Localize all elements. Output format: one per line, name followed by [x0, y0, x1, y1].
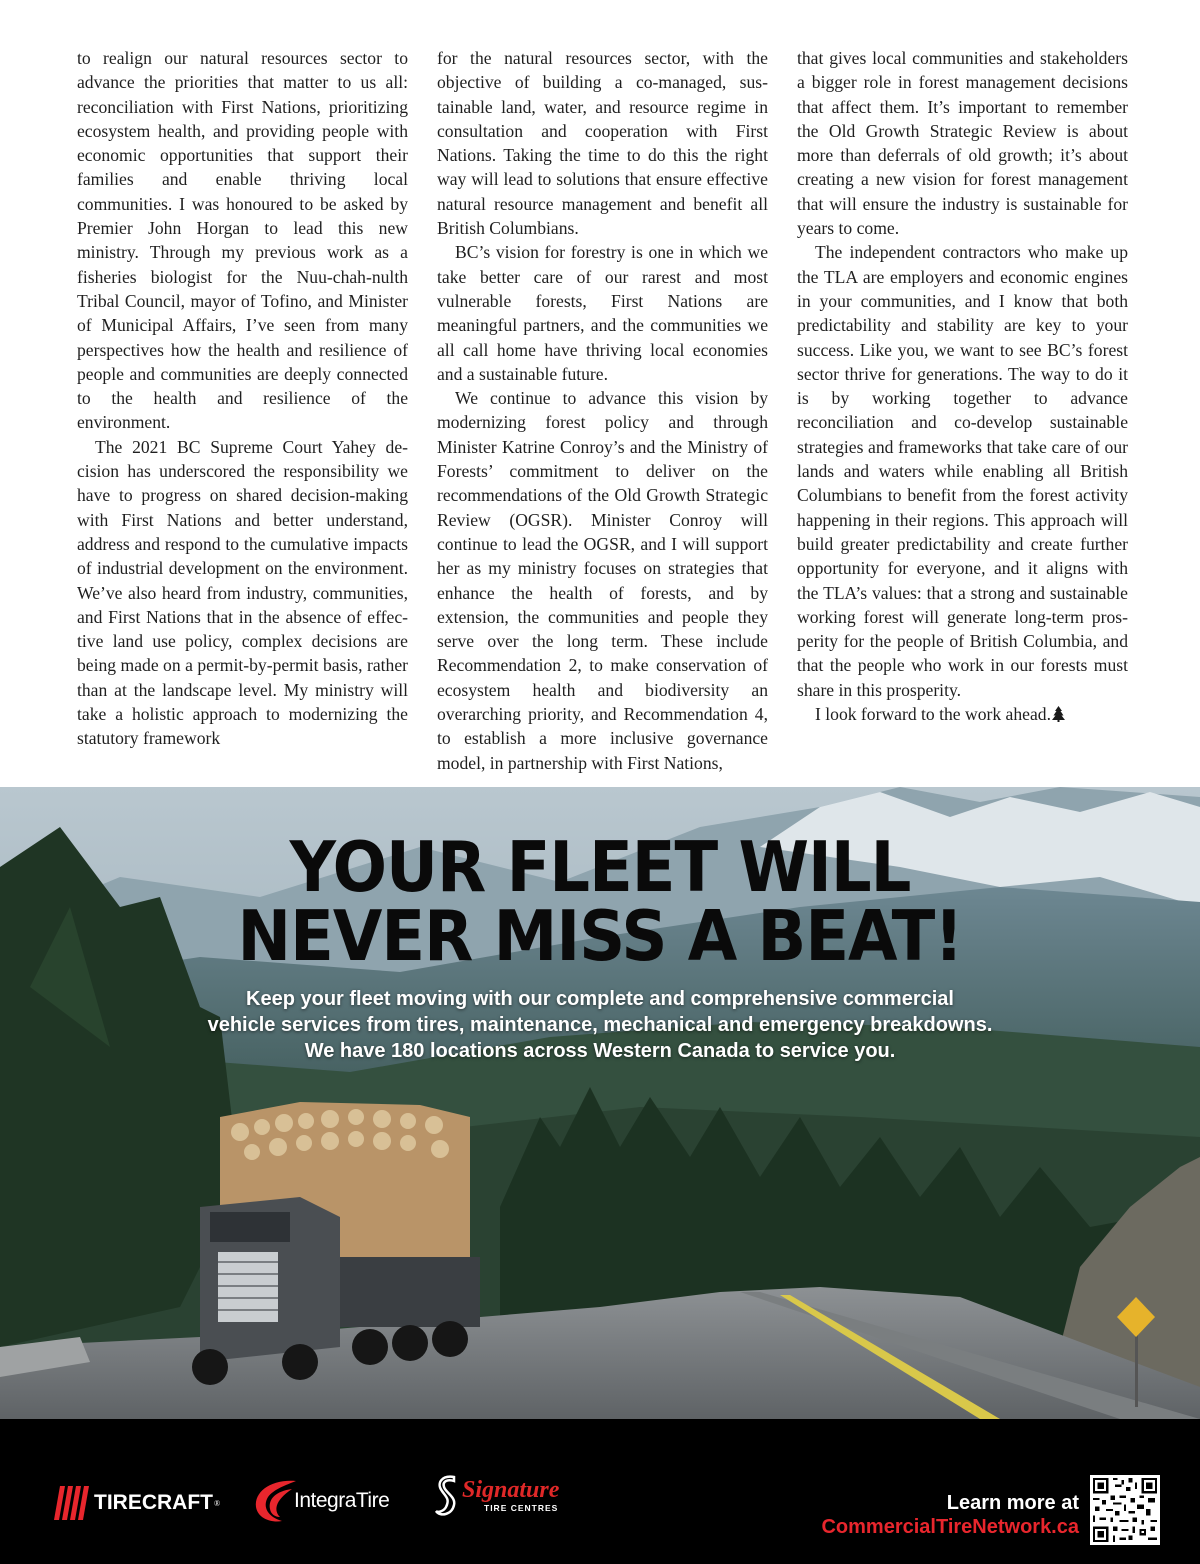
website-link[interactable]: CommercialTireNetwork.ca	[821, 1516, 1079, 1538]
tirecraft-stripes-icon	[54, 1486, 90, 1520]
signature-tagline: TIRE CENTRES	[484, 1503, 559, 1513]
paragraph: to realign our natural resources sector to advance the priorities that matter to us all: reconciliation with First Nations, prioritizing ecosystem health, and providing people with economic opportunities that support their families and enable thriving local communities. I was honoured to be asked by Premier John Horgan to lead this new ministry. Through my previous work as a fisheries biologist for the Nuu-chah-nulth Tribal Council, mayor of Tofino, and Minister of Municipal Affairs, I’ve seen from many perspectives how the health and resilience of people and communities are deeply connected to the health and resilience of the environment.	[77, 48, 408, 433]
signature-wordmark: Signature	[462, 1477, 560, 1503]
ad-subheadline	[0, 986, 1200, 1064]
ad-sub-line-1: Keep your fleet moving with our complete and comprehensive commercial	[246, 988, 954, 1010]
tree-icon	[1052, 706, 1065, 722]
paragraph: BC’s vision for forestry is one in which we take better care of our rarest and most vulnerable forests, First Nations are meaningful partners, and the communities we all call home have thriving local economies and a sustainable future.	[437, 242, 768, 384]
ad-sub-line-3: We have 180 locations across Western Canada to service you.	[304, 1040, 896, 1062]
ad-footer	[0, 1419, 1200, 1564]
signature-s-icon	[432, 1473, 462, 1517]
closing-text: I look forward to the work ahead.	[815, 704, 1051, 725]
qr-code[interactable]	[1090, 1475, 1160, 1545]
article	[0, 46, 1200, 786]
article-column-2	[437, 46, 768, 775]
signature-tire-centres-logo	[432, 1473, 559, 1517]
learn-more-block	[821, 1491, 1079, 1539]
tirecraft-logo	[54, 1486, 220, 1520]
ad-sub-line-2: vehicle services from tires, maintenance, mechanical and emergency breakdowns.	[207, 1014, 993, 1036]
registered-mark: ®	[214, 1498, 221, 1508]
paragraph: The 2021 BC Supreme Court Yahey decision has underscored the responsibility we have to progress on shared decision-making with First Nations and better understand, address and respond to the cumulative impacts of industrial development on the environment. We’ve also heard from industry, communities, and First Nations that in the absence of effective land use policy, complex decisions are being made on a permit-by-permit basis, rather than at the landscape level. My ministry will take a holistic approach to modernizing the statutory framework	[77, 436, 408, 749]
ad-headline	[0, 828, 1200, 978]
tirecraft-wordmark: TIRECRAFT	[94, 1491, 213, 1514]
integra-wordmark: IntegraTire	[294, 1489, 390, 1512]
paragraph: for the natural resources sector, with the objective of building a co-managed, sustainable land, water, and resource regime in consultation and cooperation with First Nations. Taking the time to do this the right way will lead to solutions that ensure effective natural resource management and benefit all British Columbians.	[437, 48, 768, 239]
ad-headline-line-1: YOUR FLEET WILL	[289, 828, 911, 909]
paragraph: The independent contractors who make up the TLA are employers and economic engines in your communities, and I know that both predictability and stability are key to your success. Like you, we want to see BC’s forest sector thrive for generations. The way to do it is by working together to advance reconciliation and co-develop sustainable strategies and frameworks that take care of our lands and waters while enabling all British Columbians to benefit from the forest activity happening in their regions. This approach will build greater predictability and create further opportunity for everyone, and it aligns with the TLA’s values: that a strong and sustainable working forest will generate long-term prosperity for the people of British Columbia, and that the people who work in our forests must share in this prosperity.	[797, 242, 1128, 700]
integra-tire-logo	[252, 1477, 389, 1525]
learn-more-label: Learn more at	[946, 1492, 1079, 1514]
qr-code-icon	[1093, 1478, 1157, 1542]
ad-headline-line-2: NEVER MISS A BEAT!	[237, 897, 963, 978]
advertisement	[0, 787, 1200, 1564]
paragraph: that gives local communities and stakeholders a bigger role in forest management decisions that affect them. It’s important to remember the Old Growth Strategic Review is about more than deferrals of old growth; it’s about creating a new vision for forest management that will ensure the industry is sustainable for years to come.	[797, 48, 1128, 239]
article-column-1	[77, 46, 408, 751]
article-column-3	[797, 46, 1128, 726]
paragraph: We continue to advance this vision by modernizing forest policy and through Minister Katrine Conroy’s and the Ministry of Forests’ commitment to deliver on the recommendations of the Old Growth Strategic Review (OGSR). Minister Conroy will continue to lead the OGSR, and I will support her as my ministry focuses on strategies that enhance the health of forests, and by extension, the communities and people they serve over the long term. These include Recommendation 2, to make conservation of ecosystem health and biodiversity an overarching priority, and Recommendation 4, to establish a more inclusive governance model, in partnership with First Nations,	[437, 388, 768, 773]
closing-paragraph	[797, 702, 1128, 726]
